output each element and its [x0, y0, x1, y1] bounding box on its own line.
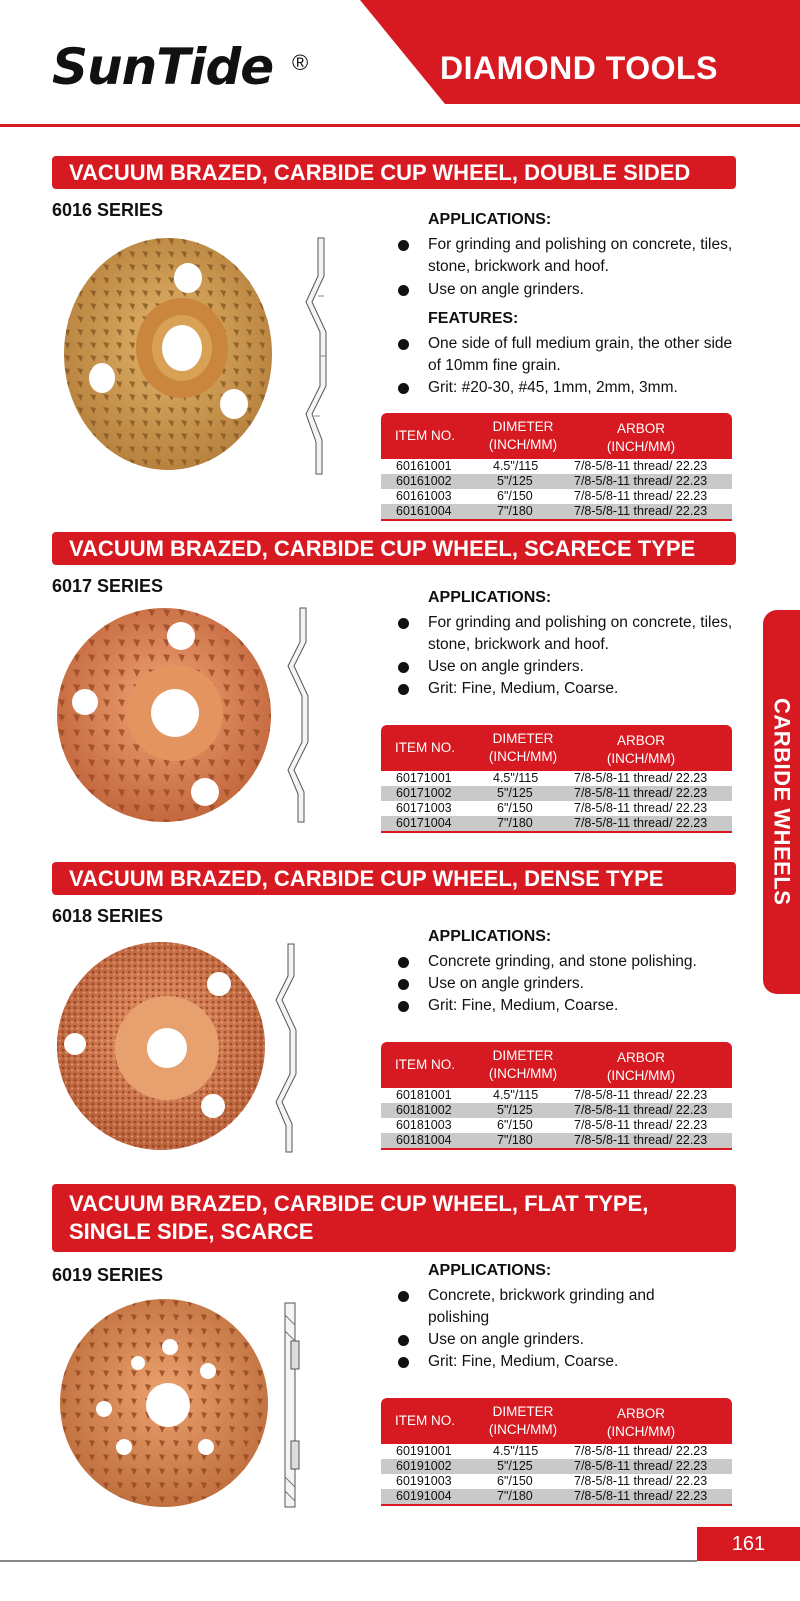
col-item-no: ITEM NO.: [395, 1413, 455, 1428]
cell-diameter: 7"/180: [497, 504, 533, 518]
cell-diameter: 7"/180: [497, 1489, 533, 1503]
bullet-icon: [398, 662, 409, 673]
wheel-profile-6018: [268, 942, 304, 1154]
application-text: Use on angle grinders.: [428, 1331, 584, 1348]
cell-diameter: 5"/125: [497, 1103, 533, 1117]
page-number: 161: [697, 1527, 800, 1561]
table-row: [381, 489, 732, 504]
cell-arbor: 7/8-5/8-11 thread/ 22.23: [574, 1103, 708, 1117]
table-row: [381, 459, 732, 474]
table-bottom-rule: [381, 519, 732, 521]
col-diameter-unit: (INCH/MM): [488, 1066, 558, 1081]
col-diameter-unit: (INCH/MM): [488, 749, 558, 764]
table-row: [381, 1459, 732, 1474]
cell-item: 60191001: [396, 1444, 452, 1458]
application-text: For grinding and polishing on concrete, tiles, stone, brickwork and hoof.: [428, 236, 733, 275]
col-arbor: ARBOR: [616, 1406, 665, 1421]
application-text: Grit: Fine, Medium, Coarse.: [428, 997, 619, 1014]
bullet-icon: [398, 1357, 409, 1368]
feature-item: [398, 377, 738, 399]
section-title-line: VACUUM BRAZED, CARBIDE CUP WHEEL, DOUBLE SIDED: [69, 159, 691, 185]
side-tab-label: CARBIDE WHEELS: [769, 698, 795, 906]
table-row: [381, 771, 732, 786]
cell-diameter: 5"/125: [497, 786, 533, 800]
wheel-profile-6016: [298, 236, 334, 476]
cell-arbor: 7/8-5/8-11 thread/ 22.23: [574, 1088, 708, 1102]
cell-item: 60181002: [396, 1103, 452, 1117]
application-item: [398, 1329, 738, 1351]
cell-item: 60191003: [396, 1474, 452, 1488]
cell-diameter: 4.5"/115: [493, 1088, 539, 1102]
application-item: [398, 973, 738, 995]
application-item: [398, 678, 738, 700]
table-row: [381, 1133, 732, 1148]
series-label: 6017 SERIES: [52, 576, 164, 596]
cell-arbor: 7/8-5/8-11 thread/ 22.23: [574, 1474, 708, 1488]
col-item-no: ITEM NO.: [395, 740, 455, 755]
section-title-line: VACUUM BRAZED, CARBIDE CUP WHEEL, DENSE TYPE: [69, 865, 664, 891]
section-title-line: SINGLE SIDE, SCARCE: [69, 1219, 314, 1244]
cell-item: 60171003: [396, 801, 452, 815]
cell-diameter: 4.5"/115: [493, 1444, 539, 1458]
cell-item: 60171002: [396, 786, 452, 800]
applications-heading: APPLICATIONS:: [428, 589, 552, 606]
col-diameter-unit: (INCH/MM): [488, 437, 558, 452]
cell-diameter: 5"/125: [497, 1459, 533, 1473]
application-text: Grit: Fine, Medium, Coarse.: [428, 1353, 619, 1370]
table-row: [381, 816, 732, 831]
cell-item: 60161003: [396, 489, 452, 503]
col-diameter: DIMETER: [492, 1048, 554, 1063]
table-row: [381, 504, 732, 519]
application-text: Use on angle grinders.: [428, 975, 584, 992]
application-text: For grinding and polishing on concrete, tiles, stone, brickwork and hoof.: [428, 614, 733, 653]
application-text: Concrete, brickwork grinding and polishing: [428, 1287, 655, 1326]
spec-table-6019: [381, 1398, 732, 1506]
bullet-icon: [398, 684, 409, 695]
cup-wheel-image-6019: [58, 1297, 270, 1509]
application-text: Use on angle grinders.: [428, 658, 584, 675]
application-item: [398, 1351, 738, 1373]
series-label: 6018 SERIES: [52, 906, 164, 926]
cell-diameter: 6"/150: [497, 1118, 533, 1132]
bullet-icon: [398, 979, 409, 990]
col-arbor: ARBOR: [616, 1050, 665, 1065]
col-diameter: DIMETER: [492, 731, 554, 746]
application-text: Concrete grinding, and stone polishing.: [428, 953, 697, 970]
application-item: [398, 234, 738, 278]
features-heading: FEATURES:: [428, 310, 519, 327]
spec-table-6016: [381, 413, 732, 521]
application-item: [398, 279, 738, 301]
cell-diameter: 4.5"/115: [493, 459, 539, 473]
applications-heading: APPLICATIONS:: [428, 928, 552, 945]
section-title-6018: [52, 862, 736, 895]
application-item: [398, 612, 738, 656]
cell-arbor: 7/8-5/8-11 thread/ 22.23: [574, 504, 708, 518]
cell-arbor: 7/8-5/8-11 thread/ 22.23: [574, 771, 708, 785]
table-row: [381, 1474, 732, 1489]
table-header: [381, 1398, 732, 1444]
cell-arbor: 7/8-5/8-11 thread/ 22.23: [574, 1133, 708, 1147]
series-label: 6016 SERIES: [52, 200, 164, 220]
section-title-line: VACUUM BRAZED, CARBIDE CUP WHEEL, FLAT TYPE,: [69, 1191, 649, 1216]
application-item: [398, 995, 738, 1017]
col-diameter-unit: (INCH/MM): [488, 1422, 558, 1437]
cell-arbor: 7/8-5/8-11 thread/ 22.23: [574, 1444, 708, 1458]
col-diameter: DIMETER: [492, 419, 554, 434]
table-row: [381, 474, 732, 489]
header-divider: [0, 124, 800, 127]
application-text: Use on angle grinders.: [428, 281, 584, 298]
cell-arbor: 7/8-5/8-11 thread/ 22.23: [574, 1489, 708, 1503]
spec-table-6017: [381, 725, 732, 833]
feature-text: Grit: #20-30, #45, 1mm, 2mm, 3mm.: [428, 379, 678, 396]
table-row: [381, 801, 732, 816]
col-item-no: ITEM NO.: [395, 428, 455, 443]
table-bottom-rule: [381, 1504, 732, 1506]
cell-diameter: 6"/150: [497, 1474, 533, 1488]
cell-item: 60161001: [396, 459, 452, 473]
cell-item: 60191004: [396, 1489, 452, 1503]
spec-table-6018: [381, 1042, 732, 1150]
cup-wheel-image-6018: [55, 940, 267, 1152]
cell-arbor: 7/8-5/8-11 thread/ 22.23: [574, 801, 708, 815]
applications-heading: APPLICATIONS:: [428, 1262, 552, 1279]
bullet-icon: [398, 1001, 409, 1012]
cell-item: 60161002: [396, 474, 452, 488]
col-arbor-unit: (INCH/MM): [606, 1068, 676, 1083]
table-header: [381, 413, 732, 459]
section-title-6016: [52, 156, 736, 189]
wheel-profile-6019: [283, 1301, 303, 1509]
table-bottom-rule: [381, 831, 732, 833]
bullet-icon: [398, 240, 409, 251]
cell-arbor: 7/8-5/8-11 thread/ 22.23: [574, 489, 708, 503]
cell-item: 60161004: [396, 504, 452, 518]
table-row: [381, 1118, 732, 1133]
col-arbor-unit: (INCH/MM): [606, 1424, 676, 1439]
table-row: [381, 786, 732, 801]
col-arbor-unit: (INCH/MM): [606, 439, 676, 454]
section-title-line: VACUUM BRAZED, CARBIDE CUP WHEEL, SCARECE TYPE: [69, 535, 696, 561]
registered-mark: ®: [292, 50, 309, 75]
cell-arbor: 7/8-5/8-11 thread/ 22.23: [574, 1118, 708, 1132]
application-item: [398, 951, 738, 973]
bullet-icon: [398, 957, 409, 968]
table-row: [381, 1444, 732, 1459]
section-title-6019: [52, 1184, 736, 1252]
cell-arbor: 7/8-5/8-11 thread/ 22.23: [574, 459, 708, 473]
col-arbor: ARBOR: [616, 733, 665, 748]
section-title-6017: [52, 532, 736, 565]
cell-arbor: 7/8-5/8-11 thread/ 22.23: [574, 816, 708, 830]
cup-wheel-image-6016: [62, 236, 274, 474]
cell-item: 60181003: [396, 1118, 452, 1132]
bullet-icon: [398, 339, 409, 350]
bullet-icon: [398, 1335, 409, 1346]
cell-item: 60181001: [396, 1088, 452, 1102]
application-item: [398, 656, 738, 678]
table-bottom-rule: [381, 1148, 732, 1150]
feature-item: [398, 333, 738, 377]
bullet-icon: [398, 1291, 409, 1302]
cell-diameter: 6"/150: [497, 801, 533, 815]
col-item-no: ITEM NO.: [395, 1057, 455, 1072]
cell-diameter: 7"/180: [497, 1133, 533, 1147]
cell-item: 60191002: [396, 1459, 452, 1473]
cell-diameter: 6"/150: [497, 489, 533, 503]
feature-text: One side of full medium grain, the other side of 10mm fine grain.: [428, 335, 733, 374]
applications-heading: APPLICATIONS:: [428, 211, 552, 228]
bullet-icon: [398, 383, 409, 394]
footer-rule: [0, 1560, 697, 1562]
cell-diameter: 4.5"/115: [493, 771, 539, 785]
cell-item: 60181004: [396, 1133, 452, 1147]
cell-arbor: 7/8-5/8-11 thread/ 22.23: [574, 786, 708, 800]
header-title: DIAMOND TOOLS: [440, 50, 718, 86]
cup-wheel-image-6017: [55, 606, 273, 824]
cell-item: 60171001: [396, 771, 452, 785]
application-text: Grit: Fine, Medium, Coarse.: [428, 680, 619, 697]
col-arbor-unit: (INCH/MM): [606, 751, 676, 766]
table-row: [381, 1088, 732, 1103]
brand-logo: SunTide: [52, 38, 274, 96]
bullet-icon: [398, 285, 409, 296]
series-label: 6019 SERIES: [52, 1265, 164, 1285]
cell-diameter: 5"/125: [497, 474, 533, 488]
col-diameter: DIMETER: [492, 1404, 554, 1419]
cell-arbor: 7/8-5/8-11 thread/ 22.23: [574, 1459, 708, 1473]
application-item: [398, 1285, 738, 1329]
cell-diameter: 7"/180: [497, 816, 533, 830]
cell-arbor: 7/8-5/8-11 thread/ 22.23: [574, 474, 708, 488]
col-arbor: ARBOR: [616, 421, 665, 436]
wheel-profile-6017: [280, 606, 316, 824]
table-row: [381, 1489, 732, 1504]
table-header: [381, 1042, 732, 1088]
table-row: [381, 1103, 732, 1118]
cell-item: 60171004: [396, 816, 452, 830]
bullet-icon: [398, 618, 409, 629]
table-header: [381, 725, 732, 771]
